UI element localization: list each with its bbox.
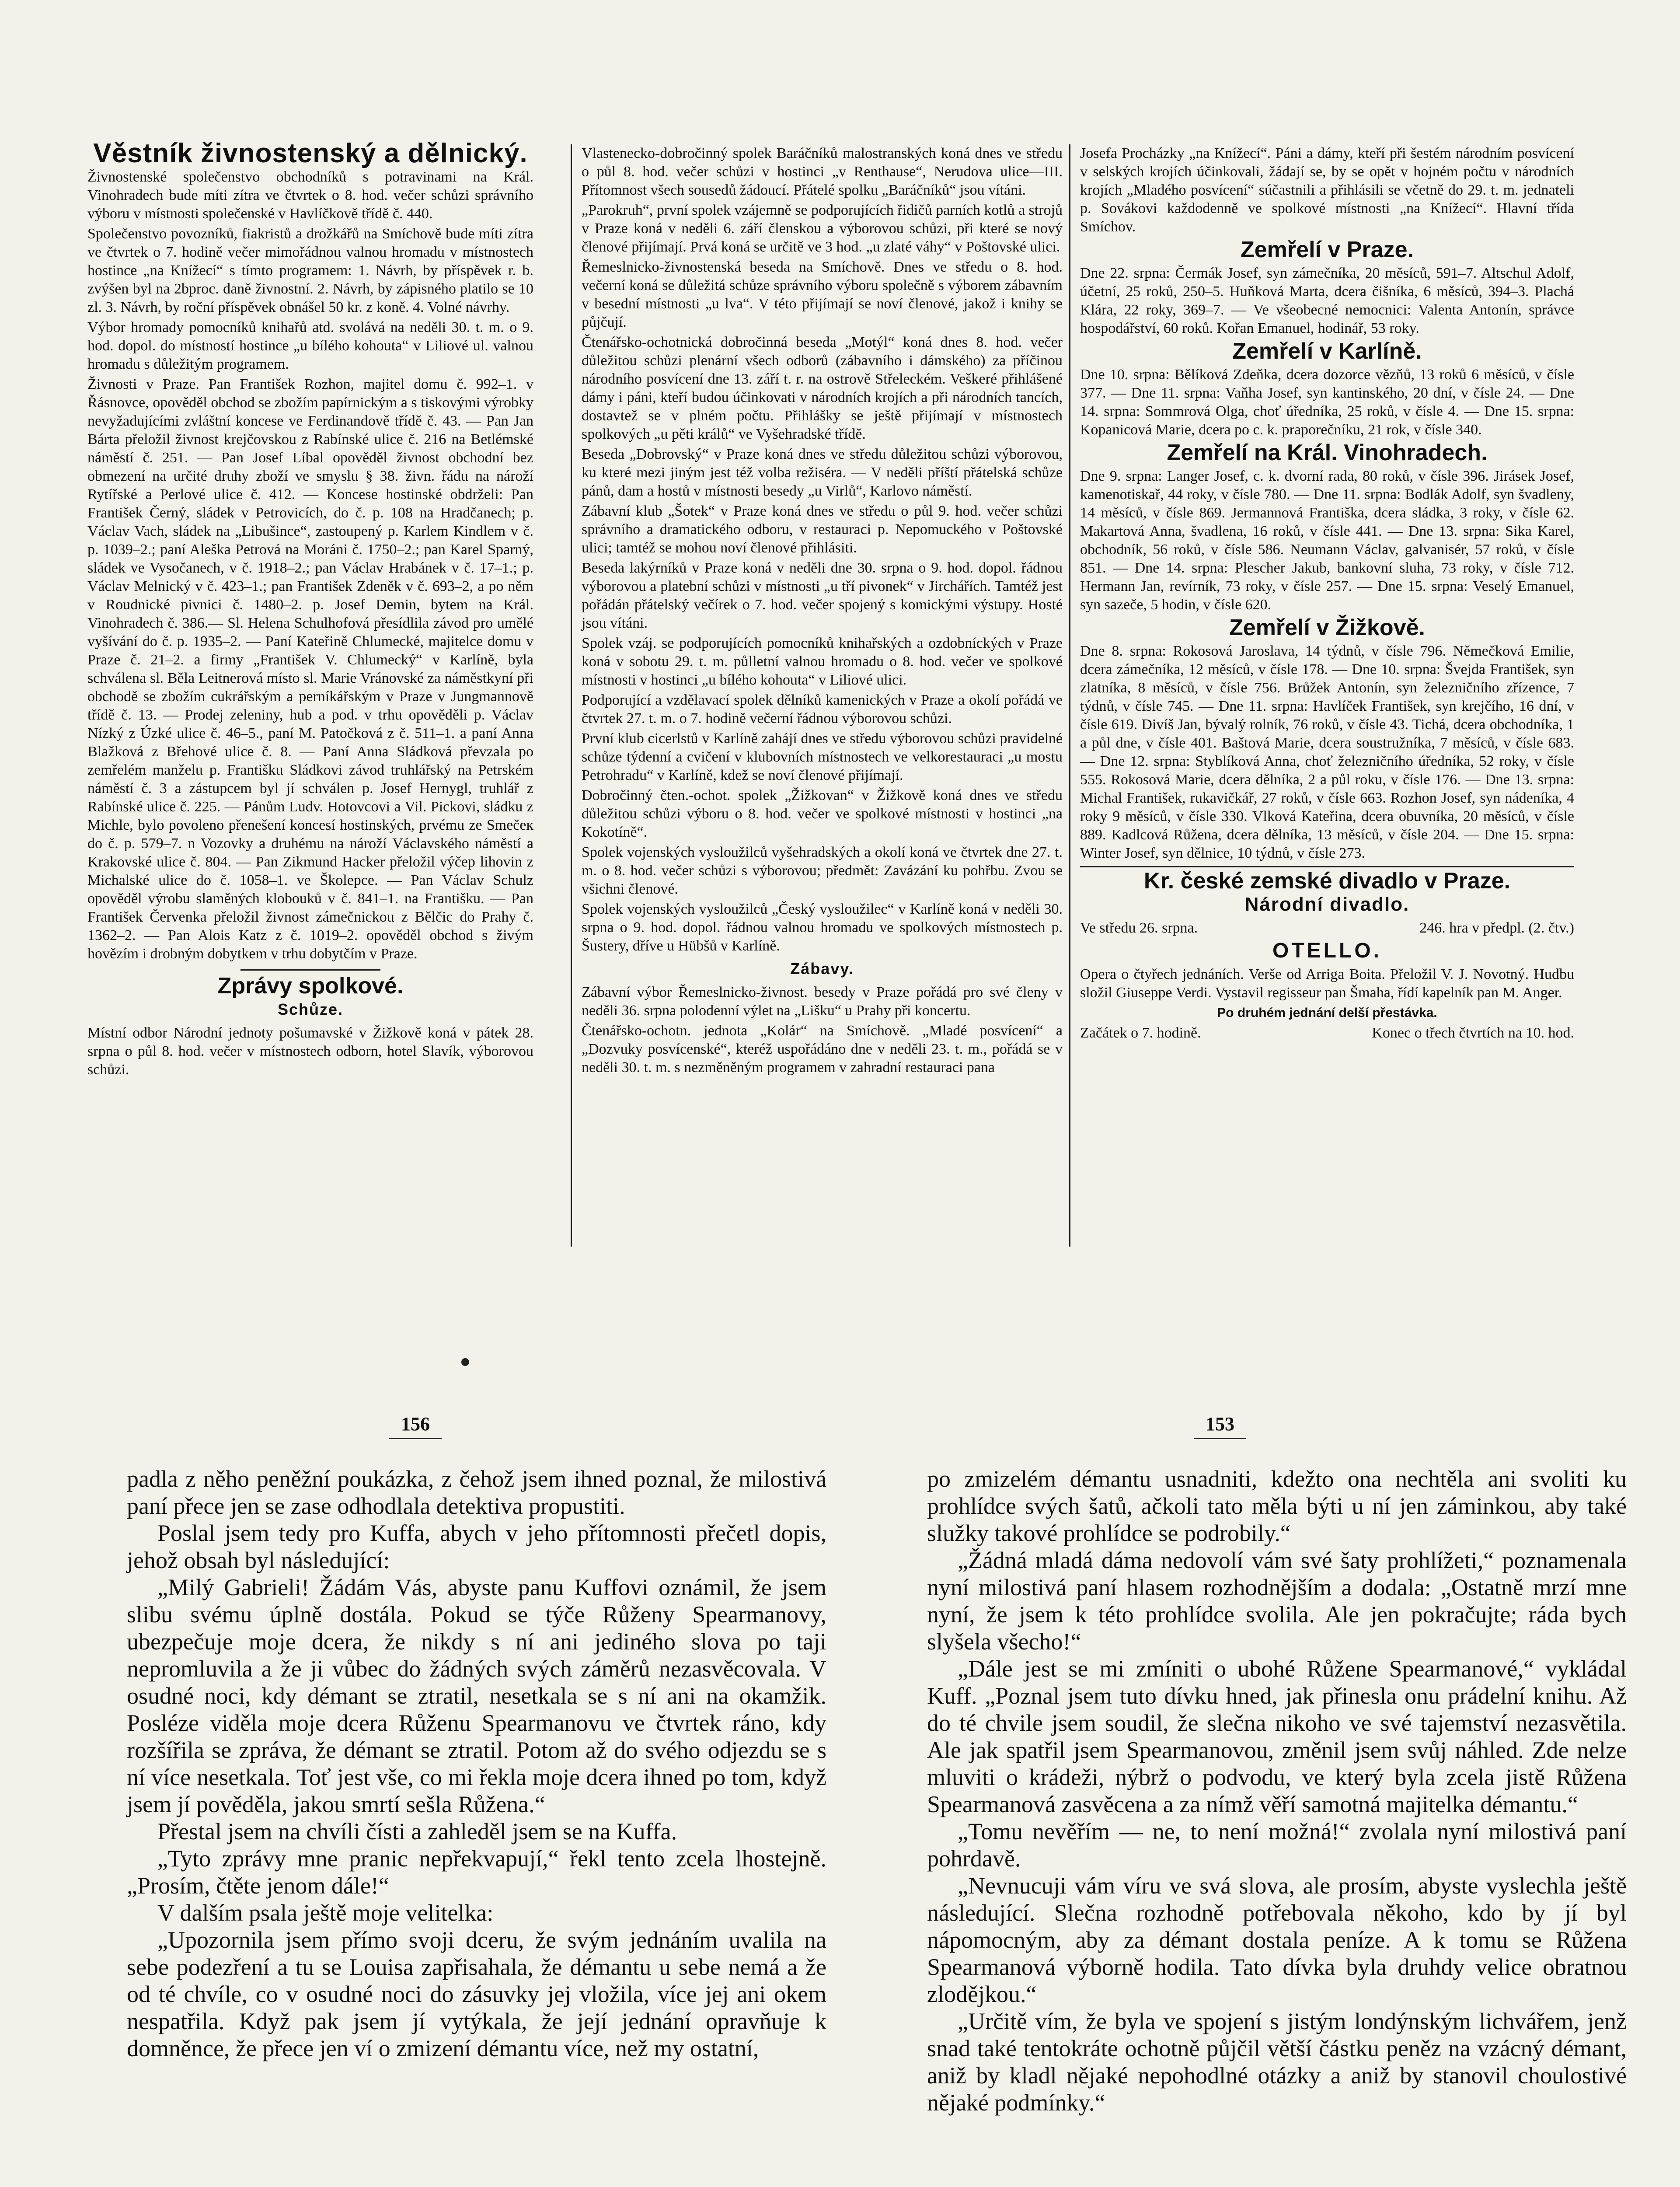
subheading-zabavy: Zábavy.	[790, 960, 854, 978]
theatre-description: Opera o čtyřech jednáních. Verše od Arriga Boita. Přeložil V. J. Novotný. Hudbu složil Giuseppe Verdi. Vystavil regisseur pan Šmaha, řídí kapelník pan M. Anger.	[1080, 966, 1574, 1001]
theatre-date-row	[1080, 919, 1574, 937]
story-paragraph: V dalším psala ještě moje velitelka:	[157, 1900, 494, 1926]
col1-para: Místní odbor Národní jednoty pošumavské v Žižkově koná v pátek 28. srpna o půl 8. hod. večer v místnostech odborn, hotel Slavík, výborovou schůzi.	[87, 1025, 533, 1078]
column-3	[1080, 144, 1574, 1042]
page-number-left	[372, 1413, 459, 1439]
column-rule	[1069, 144, 1070, 1247]
column-2	[582, 144, 1063, 1079]
theatre-title: Kr. české zemské divadlo v Praze.	[1143, 868, 1511, 894]
col3-para: Josefa Procházky „na Knížecí“. Páni a dámy, kteří při šestém národním posvícení v selských krojích účinkovali, žádají se, by se opět v hojném počtu v národních krojích „Mladého posvícení“ súčastnili a přihlásili se včetně do 29. t. m. jednateli p. Sovákovi každodenně ve spolkové místnosti „na Knížecí“. Hlavní třída Smíchov.	[1080, 145, 1574, 235]
page-number-right	[1176, 1413, 1264, 1439]
column-rule	[571, 144, 572, 1247]
story-paragraph: „Žádná mladá dáma nedovolí vám své šaty prohlížeti,“ poznamenala nyní milostivá paní hlasem rozhodnějším a dodala: „Ostatně mrzí mne nyní, že jsem k této prohlídce svolila. Ale jen pokračujte; ráda bych slyšela všecho!“	[927, 1547, 1627, 1655]
section-heading-vestnik: Věstník živnostenský a dělnický.	[93, 138, 528, 168]
divider	[240, 969, 380, 971]
story-paragraph: „Tomu nevěřím — ne, to není možná!“ zvolala nyní milostivá paní pohrdavě.	[927, 1818, 1627, 1872]
col2-para: Beseda „Dobrovský“ v Praze koná dnes ve středu důležitou schůzi výborovou, ku které mezi jiným jest též volba režiséra. — V neděli příští přátelská schůze pánů, dam a hostů v místnosti besedy „u Virlů“, Karlovo náměstí.	[582, 446, 1063, 499]
col2-para: Zábavní výbor Řemeslnicko-živnost. besedy v Praze pořádá pro své členy v neděli 36. srpna polodenní výlet na „Lišku“ u Prahy při koncertu.	[582, 984, 1063, 1019]
page-number-left-text: 156	[401, 1413, 430, 1435]
story-paragraph: „Nevnucuji vám víru ve svá slova, ale prosím, abyste vyslechla ještě následující. Slečna rozhodně potřebovala někoho, kdo by jí byl nápomocným, aby za démant dostala peníze. A k tomu se Růžena Spearmanová výborně hodila. Tato dívka byla druhdy velice obratnou zlodějkou.“	[927, 1873, 1627, 2007]
ink-dot	[461, 1358, 469, 1366]
story-paragraph: Poslal jsem tedy pro Kuffa, abych v jeho přítomnosti přečetl dopis, jehož obsah byl následující:	[127, 1520, 826, 1573]
col3-para: Dne 22. srpna: Čermák Josef, syn zámečníka, 20 měsíců, 591–7. Altschul Adolf, účetní, 25 roků, 250–5. Huňková Marta, dcera čišníka, 6 měsíců, 394–3. Plachá Klára, 22 roky, 369–7. — Ve všeobecné nemocnici: Valenta Antonín, správce hospodářství, 60 roků. Kořan Emanuel, hodinář, 53 roky.	[1080, 265, 1574, 336]
story-right-page	[927, 1465, 1627, 2116]
story-paragraph: „Dále jest se mi zmíniti o ubohé Růžene Spearmanové,“ vykládal Kuff. „Poznal jsem tuto dívku hned, jak přinesla onu prádelní knihu. Až do té chvile jsem soudil, že slečna nikoho ve své tajemství nezasvětila. Ale jak spatřil jsem Spearmanovou, změnil jsem svůj náhled. Zde nelze mluviti o krádeži, nýbrž o podvodu, ve který byla zcela jistě Růžena Spearmanová zasvěcena a za nímž věří samotná majitelka démantu.“	[927, 1656, 1627, 1817]
theatre-start: Začátek o 7. hodině.	[1080, 1025, 1201, 1041]
page-number-underline	[1194, 1435, 1246, 1439]
col2-para: První klub cicerlstů v Karlíně zahájí dnes ve středu výborovou schůzi pravidelné schůze týdenní a cvičení v klubovních místnostech ve velkorestauraci „u mostu Petrohradu“ v Karlíně, kdež se noví členové přijímají.	[582, 730, 1063, 783]
theatre-time-row	[1080, 1024, 1574, 1042]
heading-zemreli-vinohrady: Zemřelí na Král. Vinohradech.	[1167, 440, 1488, 465]
col1-para: Živnostenské společenstvo obchodníků s potravinami na Král. Vinohradech bude míti zítra ve čtvrtek o 8. hod. večer schůzi správního výboru v místnosti společenské v Havlíčkově třídě č. 440.	[87, 169, 533, 222]
col1-para: Společenstvo povozníků, fiakristů a drožkářů na Smíchově bude míti zítra ve čtvrtek o 7. hodině večer mimořádnou valnou hromadu v místnostech hostince „na Knížecí“ s tímto programem: 1. Návrh, by příspěvek r. b. zvýšen byl na 2bproc. daně živnostní. 2. Návrh, by zápisného platilo se 10 zl. 3. Návrh, by roční příspěvek obnášel 50 kr. z koně. 4. Volné návrhy.	[87, 226, 533, 315]
theatre-date: Ve středu 26. srpna.	[1080, 920, 1198, 936]
col2-para: Zábavní klub „Šotek“ v Praze koná dnes ve středu o půl 9. hod. večer schůzi správního a dramatického odboru, v restauraci p. Nepomuckého v Poštovské ulici; tamtéž se mohou noví členové přihlásiti.	[582, 503, 1063, 556]
col2-para: „Parokruh“, první spolek vzájemně se podporujících řidičů parních kotlů a strojů v Praze koná v neděli 6. září členskou a výborovou schůzi, při které se nový členové přijímají. Prvá koná se určitě ve 3 hod. „u zlaté váhy“ v Poštovské ulici.	[582, 202, 1063, 255]
col2-para: Spolek vojenských vysloužilců vyšehradských a okolí koná ve čtvrtek dne 27. t. m. o 8. hod. večer schůzi s výborovou; předmět: Zavázání ku pohřbu. Zvou se všichni členové.	[582, 844, 1063, 897]
section-heading-zpravy: Zprávy spolkové.	[217, 973, 404, 999]
col2-para: Spolek vojenských vysloužilců „Český vysloužilec“ v Karlíně koná v neděli 30. srpna o 9. hod. dopol. řádnou valnou hromadu ve spolkových místnostech p. Šustery, dříve u Hübšů v Karlíně.	[582, 901, 1063, 954]
story-paragraph: „Tyto zprávy mne pranic nepřekvapují,“ řekl tento zcela lhostejně. „Prosím, čtěte jenom dále!“	[127, 1845, 826, 1899]
col3-para: Dne 8. srpna: Rokosová Jaroslava, 14 týdnů, v čísle 796. Němečková Emilie, dcera zámečníka, 12 měsíců, v čísle 178. — Dne 10. srpna: Švejda František, syn zlatníka, 8 měsíců, v čísle 756. Brůžek Antonín, syn železničního zřízence, 7 týdnů, v čísle 745. — Dne 11. srpna: Havlíček František, syn krejčího, 16 dní, v čísle 619. Divíš Jan, bývalý rolník, 76 roků, v čísle 43. Tichá, dcera obchodníka, 1 a půl dne, v čísle 401. Baštová Marie, dcera soustružníka, 7 měsíců, v čísle 683. — Dne 12. srpna: Styblíková Anna, choť železničního úředníka, 52 roky, v čísle 555. Rokosová Marie, dcera dělníka, 2 a půl roku, v čísle 176. — Dne 13. srpna: Michal František, rukavičkář, 27 roků, v čísle 663. Rozhon Josef, syn nádeníka, 4 roky 9 měsíců, v čísle 330. Vlková Kateřina, dcera obuvníka, 20 měsíců, v čísle 889. Kadlcová Růžena, dcera dělníka, 13 měsíců, v čísle 204. — Dne 15. srpna: Winter Josef, syn dělnice, 10 týdnů, v čísle 273.	[1080, 643, 1574, 861]
col2-para: Podporující a vzdělavací spolek dělníků kamenických v Praze a okolí pořádá ve čtvrtek 27. t. m. o 7. hodině večerní řádnou výborovou schůzi.	[582, 692, 1063, 727]
col3-para: Dne 10. srpna: Bělíková Zdeňka, dcera dozorce vězňů, 13 roků 6 měsíců, v čísle 377. — Dne 11. srpna: Vaňha Josef, syn kantinského, 20 dní, v čísle 24. — Dne 14. srpna: Sommrová Olga, choť úředníka, 25 roků, v čísle 4. — Dne 15. srpna: Kopanicová Marie, dcera po c. k. praporečníku, 21 rok, v čísle 340.	[1080, 367, 1574, 438]
theatre-end: Konec o třech čtvrtích na 10. hod.	[1372, 1025, 1574, 1041]
heading-zemreli-karlin: Zemřelí v Karlíně.	[1232, 339, 1422, 364]
col2-para: Beseda lakýrníků v Praze koná v neděli dne 30. srpna o 9. hod. dopol. řádnou výborovou a platební schůzi v místnosti „u tří pivonek“ v Jirchářích. Tamtéž jest pořádán přátelský večírek o 7. hod. večer spojený s komickými výstupy. Hosté jsou vítáni.	[582, 560, 1063, 631]
page-number-right-text: 153	[1206, 1413, 1234, 1435]
story-paragraph: po zmizelém démantu usnadniti, kdežto ona nechtěla ani svoliti ku prohlídce svých šatů, ačkoli tato měla býti u ní jen záminkou, aby také služky takové prohlídce se podrobily.“	[927, 1466, 1627, 1546]
col1-para: Živnosti v Praze. Pan František Rozhon, majitel domu č. 992–1. v Řásnovce, opověděl obchod se zbožím papírnickým a s tiskovými výrobky nevyžadujícími zvláštní koncese ve Ferdinandově třídě č. 43. — Pan Jan Bárta přeložil živnost krejčovskou z Rabínské ulice č. 216 na Betlémské náměstí č. 251. — Pan Josef Líbal opověděl živnost obchodní bez obmezení na určité druhy zboží ve smyslu § 38. živn. řádu na nároží Rytířské a Perlové ulice č. 412. — Koncese hostinské obdrželi: Pan František Černý, sládek v Petrovicích, do č. p. 108 na Hradčanech; p. Václav Vach, sládek na „Libušince“, zastoupený p. Karlem Kindlem v č. p. 1039–2.; paní Aleška Petrová na Moráni č. 1750–2.; pan Karel Sparný, sládek ve Vysočanech, v č. 1918–2.; pan Václav Hrabánek v č. 17–1.; p. Václav Melnický v č. 423–1.; pan František Zdeněk v č. 693–2, a po něm v Roudnické pivnici č. 1480–2. p. Josef Demin, bytem na Král. Vinohradech č. 386.— Sl. Helena Schulhofová přesídlila závod pro umělé vyšívání do č. p. 1935–2. — Paní Kateřině Chlumecké, majitelce domu v Praze č. 21–2. a firmy „František V. Chlumecký“ v Karlíně, byla schválena sl. Běla Leitnerová místo sl. Marie Vránovské za náměstkyní při obchodě se zbožím cukrářským a perníkářským v Praze v Jungmannově třídě č. 13. — Prodej zeleniny, hub a pod. v trhu opověděli p. Václav Nízký z Úzké ulice č. 46–5., paní M. Patočková z č. 511–1. a paní Anna Blažková z Břehové ulice č. 8. — Paní Anna Sládková převzala po zemřelém manželu p. Františku Sládkovi závod truhlářský na Petrském náměstí č. 3 a zástupcem byl jí schválen p. Josef Hernygl, truhlář z Rabínské ulice č. 225. — Pánům Ludv. Hotovcovi a Vil. Pickovi, sládku z Michle, bylo povoleno přenešení koncesí hostinských, prvému ze Smečeк do č. p. 579–7. n Vozovky a druhému na nároží Václavského náměstí a Krakovské ulice č. 804. — Pan Zikmund Hacker přeložil výčep lihovin z Michalské ulice do č. 1058–1. ve Školepce. — Pan Václav Schulz opověděl výrobu slaměných klobouků v č. 841–1. na Františku. — Pan František Červenka přeložil živnost zámečnickou z Bělčic do Prahy č. 1362–2. — Pan Alois Katz z č. 1019–2. opověděl obchod s živým hovězím i drobným dobytkem v trhu dobytčím v Praze.	[87, 376, 533, 962]
col2-para: Dobročinný čten.-ochot. spolek „Žižkovan“ v Žižkově koná dnes ve středu důležitou schůzi výboru o 8. hod. večer ve spolkové místnosti v hostinci „na Kokotíně“.	[582, 787, 1063, 840]
column-1	[87, 140, 533, 1081]
divider	[1080, 866, 1574, 867]
heading-zemreli-zizkov: Zemřelí v Žižkově.	[1229, 615, 1425, 640]
col1-para: Výbor hromady pomocníků knihařů atd. svolává na neděli 30. t. m. o 9. hod. dopol. do místností hostince „u bílého kohouta“ v Liliové ul. valnou hromadu s důležitým programem.	[87, 319, 533, 372]
story-paragraph: Přestal jsem na chvíli čísti a zahleděl jsem se na Kuffa.	[157, 1818, 677, 1845]
story-paragraph: padla z něho peněžní poukázka, z čehož jsem ihned poznal, že milostivá paní přece jen se zase odhodlala detektiva propustiti.	[127, 1466, 826, 1519]
story-left-page	[127, 1465, 826, 2062]
story-paragraph: „Upozornila jsem přímo svoji dceru, že svým jednáním uvalila na sebe podezření a tu se Louisa zapřisahala, že démantu u sebe nemá a že od té chvíle, co v osudné noci do zásuvky jej vložila, více jej ani okem nespatřila. Když pak jsem jí vytýkala, že její jednání opravňuje k domněnce, že přece jen ví o zmizení démantu více, než my ostatní,	[127, 1927, 826, 2061]
col2-para: Vlastenecko-dobročinný spolek Baráčníků malostranských koná dnes ve středu o půl 8. hod. večer schůzi v hostinci „v Renthause“, Nerudova ulice—III. Přítomnost všech sousedů žádoucí. Přátelé spolku „Baráčníků“ jsou vítáni.	[582, 145, 1063, 198]
col2-para: Čtenářsko-ochotnická dobročinná beseda „Motýl“ koná dnes 8. hod. večer důležitou schůzi plenární všech odborů (zábavního i dámského) za příčinou národního posvícení dne 13. září t. r. na ostrově Střeleckém. Veškeré přihlášené dámy i páni, kteří budou účinkovati v národních krojích a při národních tancích, dostavtež se v plném počtu. Přihlášky se ještě přijímají v místnostech spolkových „u pěti králů“ ve Vyšehradské třídě.	[582, 334, 1063, 442]
col2-para: Čtenářsko-ochotn. jednota „Kolár“ na Smíchově. „Mladé posvícení“ a „Dozvuky posvícenské“, kteréž uspořádáno dne v neděli 23. t. m., pořádá se v neděli 30. t. m. s nezměněným programem v zahradní restauraci pana	[582, 1023, 1063, 1076]
col2-para: Řemeslnicko-živnostenská beseda na Smíchově. Dnes ve středu o 8. hod. večerní koná se důležitá schůze správního výboru společně s výborem zábavním v besední místnosti „u lva“. V této přijímají se noví členové, jakož i knihy se půjčují.	[582, 259, 1063, 330]
story-paragraph: „Milý Gabrieli! Žádám Vás, abyste panu Kuffovi oznámil, že jsem slibu svému úplně dostála. Pokud se týče Růženy Spearmanovy, ubezpečuje moje dcera, že nikdy s ní ani jediného slova po taji nepromluvila a že ji vůbec do žádných svých záměrů nezasvěcovala. V osudné noci, kdy démant se ztratil, nesetkala se s ní ani na okamžik. Posléze viděla moje dcera Růženu Spearmanovu ve čtvrtek ráno, kdy rozšířila se zpráva, že démant se ztratil. Potom až do svého odjezdu se s ní více nesetkala. Toť jest vše, co mi řekla moje dcera ihned po tom, když jsem jí pověděla, jakou smrtí sešla Růžena.“	[127, 1574, 826, 1817]
col3-para: Dne 9. srpna: Langer Josef, c. k. dvorní rada, 80 roků, v čísle 396. Jirásek Josef, kamenotiskař, 44 roky, v čísle 780. — Dne 11. srpna: Bodlák Adolf, syn švadleny, 14 měsíců, v čísle 869. Jermannová Františka, dcera sládka, 3 roky, v čísle 62. Makartová Anna, švadlena, 16 roků, v čísle 441. — Dne 13. srpna: Sika Karel, obchodník, 56 roků, v čísle 586. Neumann Václav, galvanisér, 57 roků, v čísle 851. — Dne 14. srpna: Plescher Jakub, bankovní sluha, 73 roky, v čísle 712. Hermann Jan, revírník, 73 roky, v čísle 257. — Dne 15. srpna: Veselý Emanuel, syn sazeče, 5 hodin, v čísle 620.	[1080, 468, 1574, 613]
theatre-performance: 246. hra v předpl. (2. čtv.)	[1419, 920, 1574, 936]
theatre-play: OTELLO.	[1272, 939, 1382, 962]
theatre-subtitle: Národní divadlo.	[1244, 894, 1410, 915]
theatre-note: Po druhém jednání delší přestávka.	[1217, 1006, 1437, 1020]
subheading-schuze: Schůze.	[277, 1000, 344, 1018]
heading-zemreli-praha: Zemřelí v Praze.	[1241, 237, 1414, 262]
page-number-underline	[389, 1435, 442, 1439]
story-paragraph: „Určitě vím, že byla ve spojení s jistým londýnským lichvářem, jenž snad také tentokráte ochotně půjčil větší částku peněz na vzácný démant, aniž by kladl nějaké nepohodlné otázky a aniž by stanovil choulostivé nějaké podmínky.“	[927, 2008, 1627, 2116]
col2-para: Spolek vzáj. se podporujících pomocníků knihařských a ozdobníckých v Praze koná v sobotu 29. t. m. půlletní valnou hromadu o 8. hod. večer ve spolkové místnosti v hostinci „u bílého kohouta“ v Liliové ulici.	[582, 635, 1063, 688]
